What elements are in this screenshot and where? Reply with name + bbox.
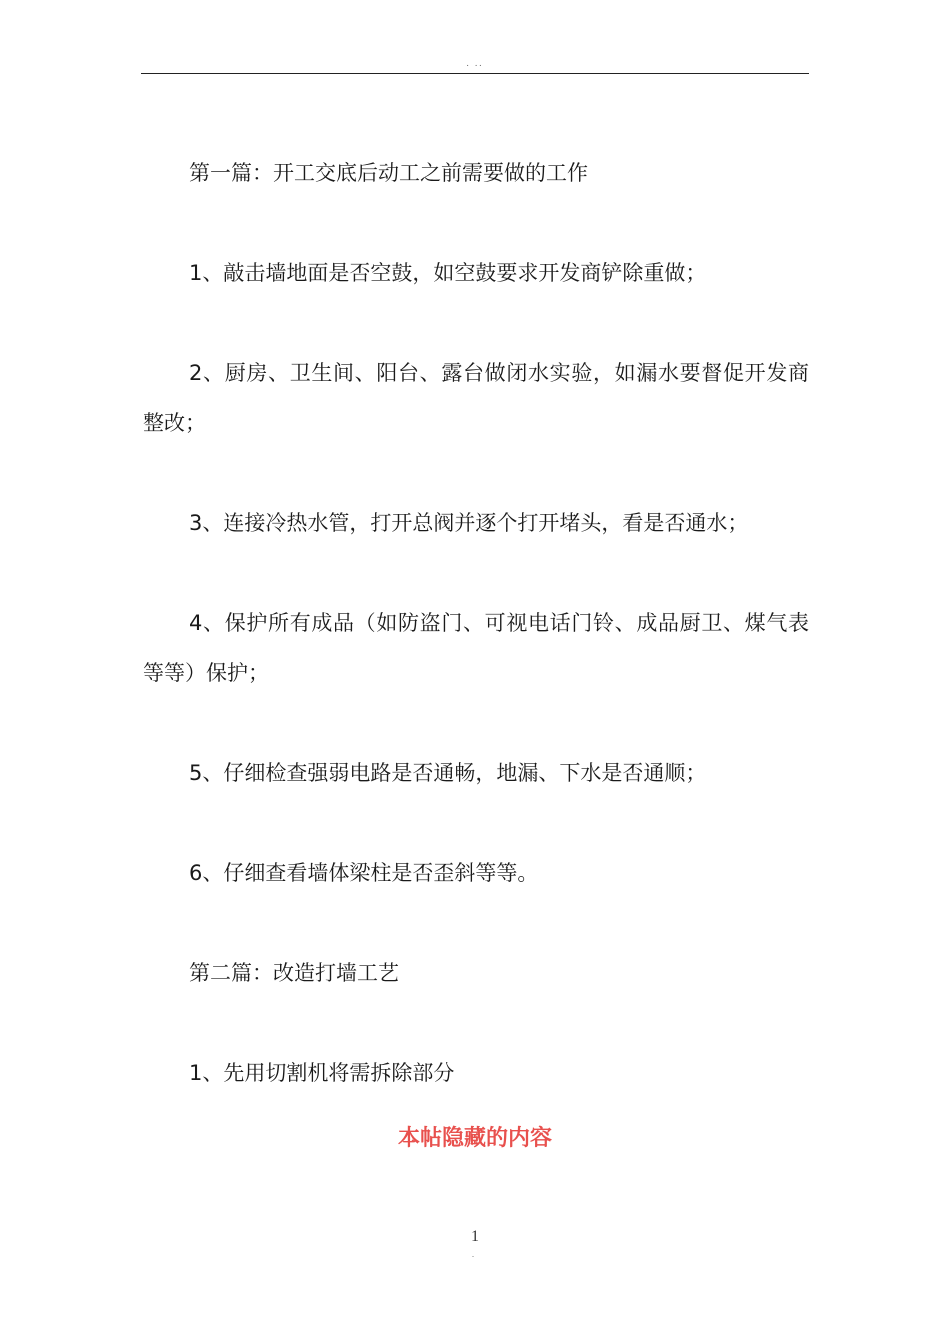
list-item: 4、保护所有成品（如防盗门、可视电话门铃、成品厨卫、煤气表等等）保护； (143, 611, 809, 685)
document-body (143, 148, 809, 1148)
header-marks: . .. (466, 58, 484, 68)
list-item: 1、先用切割机将需拆除部分 (189, 1061, 455, 1085)
header-rule (141, 73, 809, 74)
list-item: 2、厨房、卫生间、阳台、露台做闭水实验，如漏水要督促开发商整改； (143, 361, 809, 435)
section-heading-1: 第一篇：开工交底后动工之前需要做的工作 (189, 161, 588, 185)
list-item: 3、连接冷热水管，打开总阀并逐个打开堵头，看是否通水； (189, 511, 749, 535)
section-heading-2: 第二篇：改造打墙工艺 (189, 961, 399, 985)
list-item: 5、仔细检查强弱电路是否通畅，地漏、下水是否通顺； (189, 761, 707, 785)
page-number: 1 (471, 1228, 479, 1245)
list-item: 6、仔细查看墙体梁柱是否歪斜等等。 (189, 861, 539, 885)
list-item: 1、敲击墙地面是否空鼓，如空鼓要求开发商铲除重做； (189, 261, 707, 285)
footer-mark: . (472, 1250, 474, 1259)
hidden-content-notice[interactable]: 本帖隐藏的内容 (397, 1126, 552, 1151)
